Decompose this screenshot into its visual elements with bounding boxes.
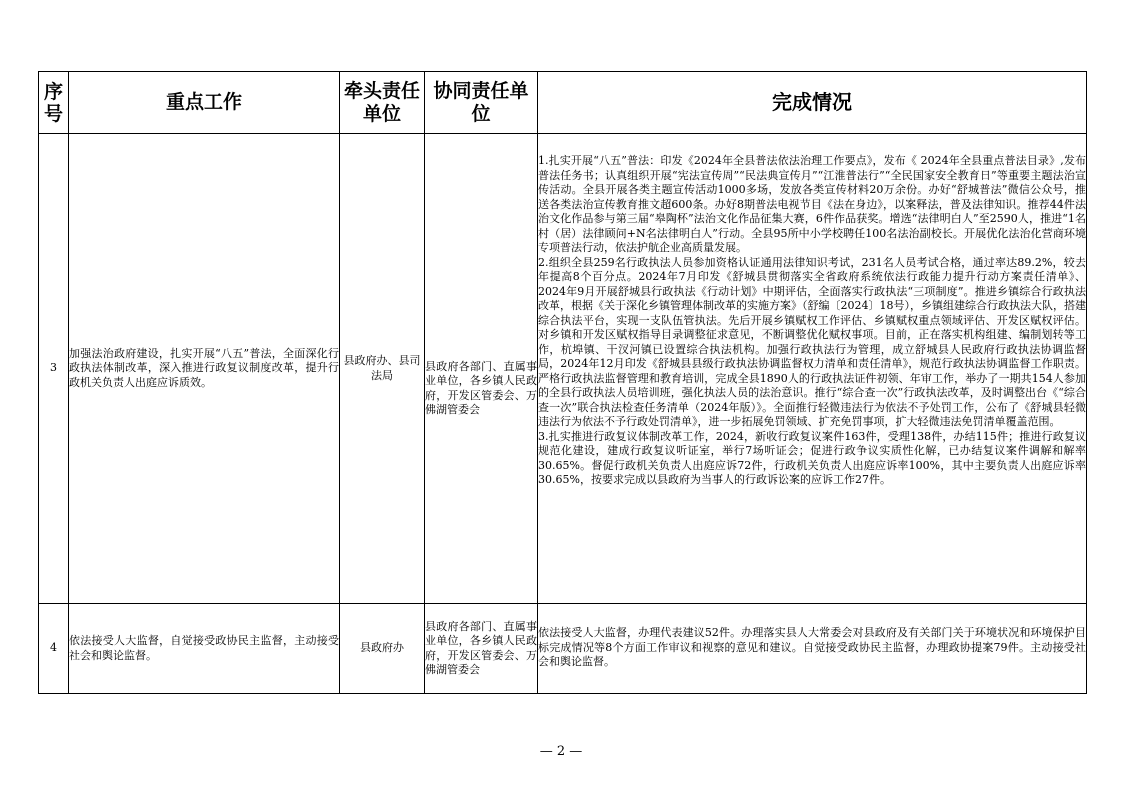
row-completion <box>538 134 1087 604</box>
row-key-work: 加强法治政府建设，扎实开展“八五”普法，全面深化行政执法体制改革，深入推进行政复议制度改革，提升行政机关负责人出庭应诉质效。 <box>69 134 340 604</box>
row-coop-unit: 县政府各部门、直属事业单位，各乡镇人民政府，开发区管委会、万佛湖管委会 <box>425 604 538 694</box>
header-seq: 序号 <box>39 72 69 134</box>
row-seq: 4 <box>39 604 69 694</box>
row-key-work: 依法接受人大监督，自觉接受政协民主监督，主动接受社会和舆论监督。 <box>69 604 340 694</box>
table-row <box>39 134 1087 604</box>
completion-paragraph: 3.扎实推进行政复议体制改革工作，2024，新收行政复议案件163件，受理138件，办结115件；推进行政复议规范化建设，建成行政复议听证室，举行7场听证会；促进行政争议实质性化解，已办结复议案件调解和解率30.65%。督促行政机关负责人出庭应诉72件，行政机关负责人出庭应诉率100%，其中主要负责人出庭应诉率30.65%，按要求完成以县政府为当事人的行政诉讼案的应诉工作27件。 <box>538 429 1086 486</box>
header-lead-unit: 牵头责任单位 <box>340 72 425 134</box>
page-number: — 2 — <box>539 744 583 759</box>
header-key-work: 重点工作 <box>69 72 340 134</box>
table-header-row <box>39 72 1087 134</box>
header-completion: 完成情况 <box>538 72 1087 134</box>
completion-paragraph: 1.扎实开展“八五”普法：印发《2024年全县普法依法治理工作要点》，发布《 2024年全县重点普法目录》,发布普法任务书；认真组织开展“宪法宣传周”“民法典宣传月”“江淮普法行”“全民国家安全教育日”等重要主题法治宣传活动。全县开展各类主题宣传活动1000多场，发放各类宣传材料20万余份。办好“舒城普法”微信公众号，推送各类法治宣传教育推文超600条。办好8期普法电视节目《法在身边》，以案释法，普及法律知识。推荐44件法治文化作品参与第三届“皋陶杯”法治文化作品征集大赛，6件作品获奖。增选“法律明白人”至2590人，推进“1名村（居）法律顾问+N名法律明白人”行动。全县95所中小学校聘任100名法治副校长。开展优化法治化营商环境专项普法行动，依法护航企业高质量发展。 <box>538 154 1086 254</box>
work-progress-table <box>38 71 1087 694</box>
row-completion <box>538 604 1087 694</box>
row-coop-unit: 县政府各部门、直属事业单位，各乡镇人民政府，开发区管委会、万佛湖管委会 <box>425 134 538 604</box>
row-lead-unit: 县政府办 <box>340 604 425 694</box>
table-row <box>39 604 1087 694</box>
row-lead-unit: 县政府办、县司法局 <box>340 134 425 604</box>
row-seq: 3 <box>39 134 69 604</box>
header-coop-unit: 协同责任单位 <box>425 72 538 134</box>
completion-paragraph: 2.组织全县259名行政执法人员参加资格认证通用法律知识考试，231名人员考试合格，通过率达89.2%，较去年提高8个百分点。2024年7月印发《舒城县贯彻落实全省政府系统依法行政能力提升行动方案责任清单》、2024年9月开展舒城县行政执法《行动计划》中期评估，全面落实行政执法“三项制度”。推进乡镇综合行政执法改革，根据《关于深化乡镇管理体制改革的实施方案》（舒编〔2024〕18号），乡镇组建综合行政执法大队，搭建综合执法平台，实现一支队伍管执法。先后开展乡镇赋权工作评估、乡镇赋权重点领域评估、开发区赋权评估。对乡镇和开发区赋权指导目录调整征求意见，不断调整优化赋权事项。目前，正在落实机构组建、编制划转等工作，杭埠镇、干汊河镇已设置综合执法机构。加强行政执法行为管理，成立舒城县人民政府行政执法协调监督局，2024年12月印发《舒城县县级行政执法协调监督权力清单和责任清单》，规范行政执法协调监督工作职责。严格行政执法监督管理和教育培训，完成全县1890人的行政执法证件初领、年审工作，举办了一期共154人参加的全县行政执法人员培训班，强化执法人员的法治意识。推行“综合查一次”行政执法改革，及时调整出台《“综合查一次”联合执法检查任务清单（2024年版）》。全面推行轻微违法行为依法不予处罚工作，公布了《舒城县轻微违法行为依法不予行政处罚清单》，进一步拓展免罚领域、扩充免罚事项，扩大轻微违法免罚清单覆盖范围。 <box>538 255 1086 428</box>
completion-paragraph: 依法接受人大监督，办理代表建议52件。办理落实县人大常委会对县政府及有关部门关于环境状况和环境保护目标完成情况等8个方面工作审议和视察的意见和建议。自觉接受政协民主监督，办理政协提案79件。主动接受社会和舆论监督。 <box>538 626 1086 668</box>
